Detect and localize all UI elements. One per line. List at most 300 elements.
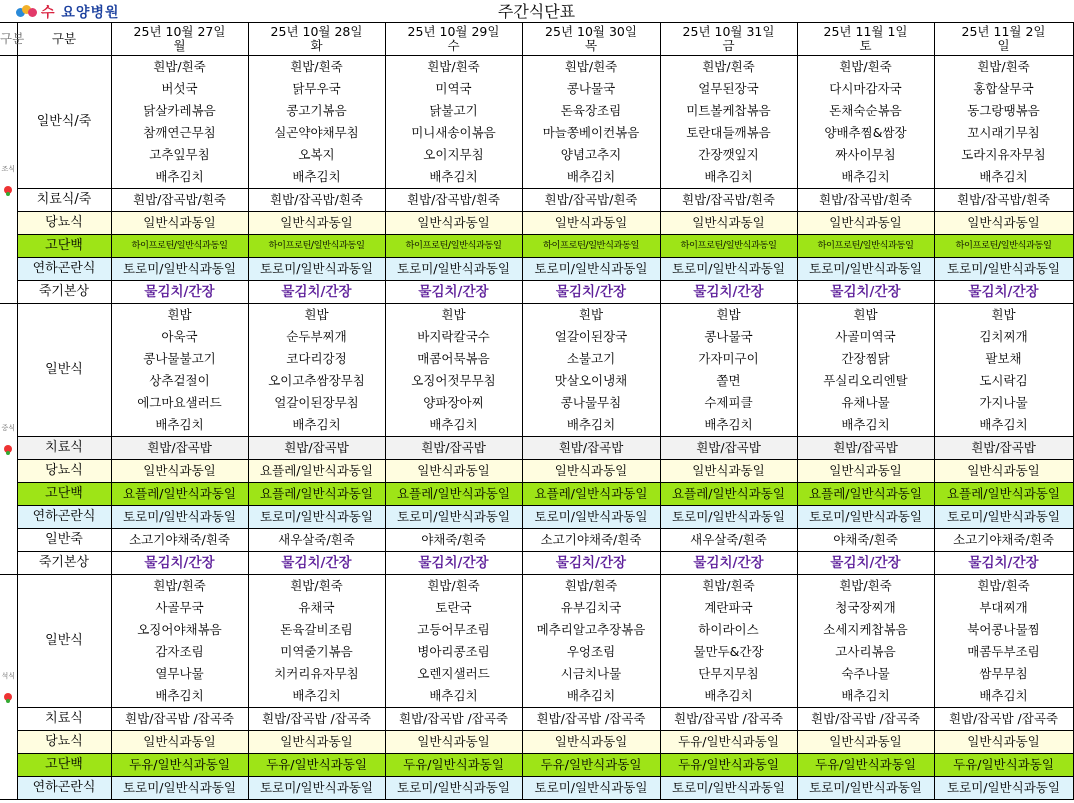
menu-cell: 홍합살무국: [934, 78, 1073, 100]
menu-cell: 오이고추쌈장무침: [248, 370, 385, 392]
menu-cell: 흰밥/잡곡밥: [248, 437, 385, 460]
menu-cell: 일반식과동일: [111, 212, 248, 235]
day-weekday: 목: [584, 38, 598, 53]
menu-cell: 물김치/간장: [385, 281, 522, 304]
menu-row: [0, 437, 1073, 460]
category-label: 일반식: [17, 304, 111, 437]
menu-cell: 토로미/일반식과동일: [934, 258, 1073, 281]
menu-cell: 토로미/일반식과동일: [660, 777, 797, 800]
menu-cell: 일반식과동일: [797, 731, 934, 754]
menu-cell: 요플레/일반식과동일: [660, 483, 797, 506]
menu-cell: 간장깻잎지: [660, 144, 797, 166]
menu-cell: 토란대들깨볶음: [660, 122, 797, 144]
menu-row: [0, 754, 1073, 777]
day-header: [522, 23, 660, 56]
menu-cell: 일반식과동일: [248, 731, 385, 754]
menu-cell: 흰밥: [522, 304, 660, 327]
menu-cell: 물김치/간장: [385, 552, 522, 575]
meal-name: 중식: [1, 424, 16, 432]
menu-cell: 토로미/일반식과동일: [660, 258, 797, 281]
menu-cell: 돈채숙순볶음: [797, 100, 934, 122]
menu-cell: 하이프로틴/일반식과동일: [660, 235, 797, 258]
menu-cell: 배추김치: [797, 685, 934, 708]
menu-cell: 미트볼케찹볶음: [660, 100, 797, 122]
menu-cell: 야채죽/흰죽: [385, 529, 522, 552]
menu-cell: 코다리강정: [248, 348, 385, 370]
menu-cell: 토로미/일반식과동일: [797, 506, 934, 529]
side-header: 구분: [0, 23, 17, 56]
menu-cell: 일반식과동일: [385, 460, 522, 483]
menu-cell: 흰밥/흰죽: [797, 575, 934, 598]
menu-cell: 흰밥/잡곡밥/흰죽: [797, 189, 934, 212]
menu-cell: 배추김치: [111, 685, 248, 708]
day-weekday: 토: [859, 38, 872, 53]
menu-cell: 하이라이스: [660, 619, 797, 641]
menu-cell: 배추김치: [660, 166, 797, 189]
day-weekday: 화: [310, 38, 323, 53]
menu-cell: 고등어무조림: [385, 619, 522, 641]
menu-row: [0, 708, 1073, 731]
menu-cell: 야채죽/흰죽: [797, 529, 934, 552]
menu-row: [0, 529, 1073, 552]
category-label: 연하곤란식: [17, 777, 111, 800]
category-label: 연하곤란식: [17, 258, 111, 281]
menu-cell: 유채국: [248, 597, 385, 619]
menu-cell: 흰밥: [934, 304, 1073, 327]
category-label: 고단백: [17, 235, 111, 258]
menu-cell: 물김치/간장: [111, 552, 248, 575]
menu-cell: 하이프로틴/일반식과동일: [111, 235, 248, 258]
menu-cell: 물김치/간장: [522, 281, 660, 304]
menu-cell: 양배추찜&쌈장: [797, 122, 934, 144]
menu-cell: 실곤약야채무침: [248, 122, 385, 144]
menu-cell: 토로미/일반식과동일: [385, 777, 522, 800]
menu-cell: 고사리볶음: [797, 641, 934, 663]
meal-side-label: [0, 304, 17, 575]
day-weekday: 수: [447, 38, 460, 53]
menu-cell: 배추김치: [385, 414, 522, 437]
menu-cell: 동그랑땡볶음: [934, 100, 1073, 122]
menu-cell: 양파장아찌: [385, 392, 522, 414]
menu-cell: 우엉조림: [522, 641, 660, 663]
menu-cell: 흰밥/잡곡밥/흰죽: [522, 189, 660, 212]
menu-cell: 배추김치: [934, 166, 1073, 189]
menu-cell: 치커리유자무침: [248, 663, 385, 685]
menu-cell: 토로미/일반식과동일: [522, 777, 660, 800]
menu-cell: 일반식과동일: [522, 731, 660, 754]
menu-cell: 일반식과동일: [385, 212, 522, 235]
menu-cell: 하이프로틴/일반식과동일: [934, 235, 1073, 258]
menu-cell: 흰밥/잡곡밥/흰죽: [385, 189, 522, 212]
menu-cell: 배추김치: [934, 685, 1073, 708]
menu-cell: 고추잎무침: [111, 144, 248, 166]
menu-cell: 두유/일반식과동일: [385, 754, 522, 777]
meal-name: 조식: [1, 164, 16, 173]
menu-cell: 콩나물불고기: [111, 348, 248, 370]
menu-cell: 토로미/일반식과동일: [934, 506, 1073, 529]
menu-cell: 돈육갈비조림: [248, 619, 385, 641]
menu-row: [0, 144, 1073, 166]
menu-cell: 돈육장조림: [522, 100, 660, 122]
menu-cell: 하이프로틴/일반식과동일: [385, 235, 522, 258]
menu-cell: 바지락칼국수: [385, 326, 522, 348]
menu-cell: 요플레/일반식과동일: [797, 483, 934, 506]
menu-row: [0, 326, 1073, 348]
day-header: [797, 23, 934, 56]
menu-cell: 맛살오이냉채: [522, 370, 660, 392]
menu-cell: 유채나물: [797, 392, 934, 414]
day-date: 25년 10월 31일: [682, 24, 775, 39]
menu-cell: 에그마요샐러드: [111, 392, 248, 414]
menu-row: [0, 304, 1073, 327]
day-date: 25년 10월 28일: [270, 24, 363, 39]
menu-cell: 요플레/일반식과동일: [248, 483, 385, 506]
menu-row: [0, 663, 1073, 685]
day-header: [385, 23, 522, 56]
menu-cell: 토로미/일반식과동일: [797, 258, 934, 281]
flower-icon: [4, 693, 12, 701]
menu-cell: 콩고기볶음: [248, 100, 385, 122]
menu-row: [0, 414, 1073, 437]
menu-cell: 매콤어묵볶음: [385, 348, 522, 370]
menu-row: [0, 189, 1073, 212]
menu-cell: 닭살카레볶음: [111, 100, 248, 122]
menu-cell: 배추김치: [522, 166, 660, 189]
menu-cell: 토로미/일반식과동일: [522, 506, 660, 529]
menu-row: [0, 460, 1073, 483]
menu-cell: 북어콩나물찜: [934, 619, 1073, 641]
menu-cell: 흰밥/흰죽: [797, 56, 934, 79]
menu-cell: 물김치/간장: [111, 281, 248, 304]
menu-cell: 물김치/간장: [797, 281, 934, 304]
menu-cell: 유부김치국: [522, 597, 660, 619]
menu-cell: 배추김치: [522, 685, 660, 708]
menu-cell: 열무나물: [111, 663, 248, 685]
day-date: 25년 11월 2일: [961, 24, 1046, 39]
day-header: [111, 23, 248, 56]
category-label: 일반식/죽: [17, 56, 111, 189]
menu-cell: 오렌지샐러드: [385, 663, 522, 685]
menu-cell: 두유/일반식과동일: [797, 754, 934, 777]
menu-row: [0, 619, 1073, 641]
menu-cell: 쫄면: [660, 370, 797, 392]
menu-cell: 배추김치: [248, 414, 385, 437]
menu-cell: 일반식과동일: [660, 460, 797, 483]
menu-cell: 토로미/일반식과동일: [385, 506, 522, 529]
menu-row: [0, 281, 1073, 304]
menu-cell: 마늘쫑베이컨볶음: [522, 122, 660, 144]
meal-side-label: [0, 575, 17, 800]
menu-cell: 순두부찌개: [248, 326, 385, 348]
menu-row: [0, 78, 1073, 100]
menu-cell: 도시락김: [934, 370, 1073, 392]
menu-cell: 일반식과동일: [660, 212, 797, 235]
menu-row: [0, 597, 1073, 619]
category-label: 죽기본상: [17, 281, 111, 304]
menu-cell: 토로미/일반식과동일: [111, 258, 248, 281]
menu-cell: 물김치/간장: [660, 552, 797, 575]
menu-cell: 병아리콩조림: [385, 641, 522, 663]
menu-cell: 흰밥/흰죽: [660, 56, 797, 79]
menu-cell: 요플레/일반식과동일: [111, 483, 248, 506]
menu-row: [0, 777, 1073, 800]
menu-cell: 물김치/간장: [934, 281, 1073, 304]
menu-cell: 흰밥/잡곡밥: [797, 437, 934, 460]
menu-cell: 팔보채: [934, 348, 1073, 370]
meal-side-label: [0, 56, 17, 304]
menu-cell: 흰밥/잡곡밥/흰죽: [660, 189, 797, 212]
menu-cell: 토로미/일반식과동일: [111, 777, 248, 800]
menu-cell: 일반식과동일: [522, 460, 660, 483]
menu-cell: 새우살죽/흰죽: [660, 529, 797, 552]
menu-cell: 양념고추지: [522, 144, 660, 166]
menu-cell: 물김치/간장: [797, 552, 934, 575]
menu-cell: 흰밥/흰죽: [248, 56, 385, 79]
menu-cell: 요플레/일반식과동일: [934, 483, 1073, 506]
menu-cell: 흰밥/잡곡밥 /잡곡죽: [248, 708, 385, 731]
category-label: 당뇨식: [17, 212, 111, 235]
menu-cell: 흰밥/잡곡밥: [385, 437, 522, 460]
menu-cell: 오복지: [248, 144, 385, 166]
menu-cell: 감자조림: [111, 641, 248, 663]
menu-cell: 흰밥/흰죽: [522, 575, 660, 598]
menu-cell: 김치찌개: [934, 326, 1073, 348]
menu-cell: 흰밥/흰죽: [660, 575, 797, 598]
menu-cell: 오이지무침: [385, 144, 522, 166]
day-date: 25년 10월 27일: [133, 24, 226, 39]
menu-cell: 토로미/일반식과동일: [248, 777, 385, 800]
menu-cell: 간장찜닭: [797, 348, 934, 370]
menu-cell: 두유/일반식과동일: [934, 754, 1073, 777]
category-label: 당뇨식: [17, 731, 111, 754]
menu-cell: 물김치/간장: [248, 281, 385, 304]
menu-cell: 청국장찌개: [797, 597, 934, 619]
menu-cell: 흰밥: [797, 304, 934, 327]
menu-cell: 배추김치: [385, 166, 522, 189]
menu-cell: 콩나물국: [660, 326, 797, 348]
day-date: 25년 11월 1일: [823, 24, 908, 39]
menu-cell: 배추김치: [797, 166, 934, 189]
menu-cell: 흰밥/잡곡밥 /잡곡죽: [660, 708, 797, 731]
menu-cell: 사골미역국: [797, 326, 934, 348]
menu-cell: 새우살죽/흰죽: [248, 529, 385, 552]
menu-cell: 흰밥: [111, 304, 248, 327]
day-date: 25년 10월 30일: [545, 24, 637, 39]
category-label: 일반죽: [17, 529, 111, 552]
menu-cell: 흰밥/흰죽: [385, 575, 522, 598]
category-label: 치료식: [17, 708, 111, 731]
menu-cell: 단무지무침: [660, 663, 797, 685]
menu-cell: 일반식과동일: [934, 460, 1073, 483]
menu-cell: 배추김치: [934, 414, 1073, 437]
menu-cell: 토로미/일반식과동일: [522, 258, 660, 281]
menu-cell: 물만두&간장: [660, 641, 797, 663]
weekly-menu-table: [0, 22, 1074, 800]
menu-row: [0, 100, 1073, 122]
day-weekday: 월: [173, 38, 186, 53]
category-label: 치료식: [17, 437, 111, 460]
menu-cell: 요플레/일반식과동일: [385, 483, 522, 506]
menu-cell: 두유/일반식과동일: [111, 754, 248, 777]
menu-cell: 두유/일반식과동일: [660, 754, 797, 777]
menu-cell: 흰밥: [660, 304, 797, 327]
menu-cell: 얼갈이된장국: [522, 326, 660, 348]
menu-cell: 사골무국: [111, 597, 248, 619]
menu-cell: 흰밥/흰죽: [111, 56, 248, 79]
menu-cell: 배추김치: [660, 414, 797, 437]
category-label: 연하곤란식: [17, 506, 111, 529]
menu-cell: 흰밥/잡곡밥/흰죽: [248, 189, 385, 212]
menu-cell: 얼갈이된장무침: [248, 392, 385, 414]
menu-row: [0, 483, 1073, 506]
menu-cell: 흰밥/잡곡밥 /잡곡죽: [522, 708, 660, 731]
menu-row: [0, 348, 1073, 370]
menu-cell: 흰밥/흰죽: [522, 56, 660, 79]
menu-cell: 흰밥/잡곡밥 /잡곡죽: [385, 708, 522, 731]
menu-cell: 쌈무무침: [934, 663, 1073, 685]
menu-row: [0, 212, 1073, 235]
menu-cell: 상추겉절이: [111, 370, 248, 392]
menu-cell: 두유/일반식과동일: [248, 754, 385, 777]
menu-cell: 흰밥/잡곡밥: [660, 437, 797, 460]
menu-row: [0, 552, 1073, 575]
menu-cell: 배추김치: [248, 166, 385, 189]
menu-cell: 아욱국: [111, 326, 248, 348]
menu-cell: 계란파국: [660, 597, 797, 619]
menu-row: [0, 731, 1073, 754]
menu-cell: 시금치나물: [522, 663, 660, 685]
menu-cell: 토로미/일반식과동일: [385, 258, 522, 281]
category-label: 치료식/죽: [17, 189, 111, 212]
menu-cell: 닭무우국: [248, 78, 385, 100]
menu-cell: 오징어젓무무침: [385, 370, 522, 392]
menu-cell: 물김치/간장: [660, 281, 797, 304]
menu-cell: 푸실리오리엔탈: [797, 370, 934, 392]
menu-cell: 두유/일반식과동일: [660, 731, 797, 754]
menu-cell: 토로미/일반식과동일: [934, 777, 1073, 800]
menu-cell: 요플레/일반식과동일: [522, 483, 660, 506]
category-label: 죽기본상: [17, 552, 111, 575]
menu-row: [0, 166, 1073, 189]
menu-cell: 물김치/간장: [522, 552, 660, 575]
menu-cell: 일반식과동일: [934, 212, 1073, 235]
menu-row: [0, 370, 1073, 392]
menu-cell: 토로미/일반식과동일: [660, 506, 797, 529]
menu-cell: 소고기야채죽/흰죽: [934, 529, 1073, 552]
day-weekday: 일: [997, 38, 1010, 53]
menu-cell: 요플레/일반식과동일: [248, 460, 385, 483]
menu-row: [0, 506, 1073, 529]
menu-cell: 수제피클: [660, 392, 797, 414]
menu-cell: 일반식과동일: [111, 460, 248, 483]
menu-row: [0, 641, 1073, 663]
menu-cell: 닭불고기: [385, 100, 522, 122]
menu-row: [0, 235, 1073, 258]
menu-cell: 흰밥: [248, 304, 385, 327]
day-date: 25년 10월 29일: [407, 24, 500, 39]
menu-cell: 일반식과동일: [934, 731, 1073, 754]
menu-cell: 토란국: [385, 597, 522, 619]
menu-cell: 부대찌개: [934, 597, 1073, 619]
menu-cell: 소고기야채죽/흰죽: [522, 529, 660, 552]
menu-cell: 흰밥/잡곡밥/흰죽: [111, 189, 248, 212]
meal-name: 석식: [1, 672, 16, 680]
menu-cell: 미역줄기볶음: [248, 641, 385, 663]
menu-cell: 배추김치: [385, 685, 522, 708]
menu-cell: 다시마감자국: [797, 78, 934, 100]
hospital-name: 수 요양병원: [41, 5, 120, 21]
menu-row: [0, 685, 1073, 708]
menu-cell: 토로미/일반식과동일: [248, 506, 385, 529]
day-header: [660, 23, 797, 56]
header-row: [0, 23, 1073, 56]
menu-cell: 일반식과동일: [111, 731, 248, 754]
menu-row: [0, 258, 1073, 281]
menu-cell: 토로미/일반식과동일: [248, 258, 385, 281]
menu-cell: 미역국: [385, 78, 522, 100]
menu-cell: 일반식과동일: [248, 212, 385, 235]
menu-cell: 버섯국: [111, 78, 248, 100]
menu-cell: 흰밥/흰죽: [934, 575, 1073, 598]
menu-cell: 흰밥/흰죽: [111, 575, 248, 598]
menu-cell: 일반식과동일: [385, 731, 522, 754]
menu-cell: 가자미구이: [660, 348, 797, 370]
menu-cell: 메추리알고추장볶음: [522, 619, 660, 641]
menu-cell: 얼무된장국: [660, 78, 797, 100]
menu-cell: 숙주나물: [797, 663, 934, 685]
menu-row: [0, 392, 1073, 414]
menu-cell: 흰밥/흰죽: [934, 56, 1073, 79]
menu-cell: 배추김치: [797, 414, 934, 437]
menu-cell: 일반식과동일: [797, 460, 934, 483]
category-label: 고단백: [17, 483, 111, 506]
menu-cell: 도라지유자무침: [934, 144, 1073, 166]
menu-cell: 배추김치: [660, 685, 797, 708]
menu-cell: 물김치/간장: [934, 552, 1073, 575]
menu-row: [0, 56, 1073, 79]
menu-cell: 콩나물무침: [522, 392, 660, 414]
menu-cell: 하이프로틴/일반식과동일: [522, 235, 660, 258]
menu-cell: 소고기야채죽/흰죽: [111, 529, 248, 552]
category-label: 일반식: [17, 575, 111, 708]
menu-row: [0, 122, 1073, 144]
menu-cell: 콩나물국: [522, 78, 660, 100]
menu-cell: 흰밥/잡곡밥 /잡곡죽: [797, 708, 934, 731]
menu-cell: 꼬시래기무침: [934, 122, 1073, 144]
menu-cell: 소불고기: [522, 348, 660, 370]
category-label: 당뇨식: [17, 460, 111, 483]
menu-cell: 가지나물: [934, 392, 1073, 414]
menu-row: [0, 575, 1073, 598]
menu-cell: 미니새송이볶음: [385, 122, 522, 144]
menu-cell: 흰밥/잡곡밥: [111, 437, 248, 460]
menu-cell: 하이프로틴/일반식과동일: [797, 235, 934, 258]
menu-cell: 흰밥/잡곡밥: [522, 437, 660, 460]
menu-cell: 짜사이무침: [797, 144, 934, 166]
category-label: 고단백: [17, 754, 111, 777]
menu-cell: 흰밥/잡곡밥: [934, 437, 1073, 460]
menu-cell: 배추김치: [111, 166, 248, 189]
menu-cell: 매콤두부조림: [934, 641, 1073, 663]
menu-cell: 배추김치: [111, 414, 248, 437]
menu-cell: 물김치/간장: [248, 552, 385, 575]
menu-cell: 소세지케찹볶음: [797, 619, 934, 641]
page-title: 주간식단표: [497, 2, 576, 21]
menu-cell: 흰밥: [385, 304, 522, 327]
menu-cell: 흰밥/잡곡밥 /잡곡죽: [111, 708, 248, 731]
menu-cell: 하이프로틴/일반식과동일: [248, 235, 385, 258]
menu-cell: 일반식과동일: [522, 212, 660, 235]
